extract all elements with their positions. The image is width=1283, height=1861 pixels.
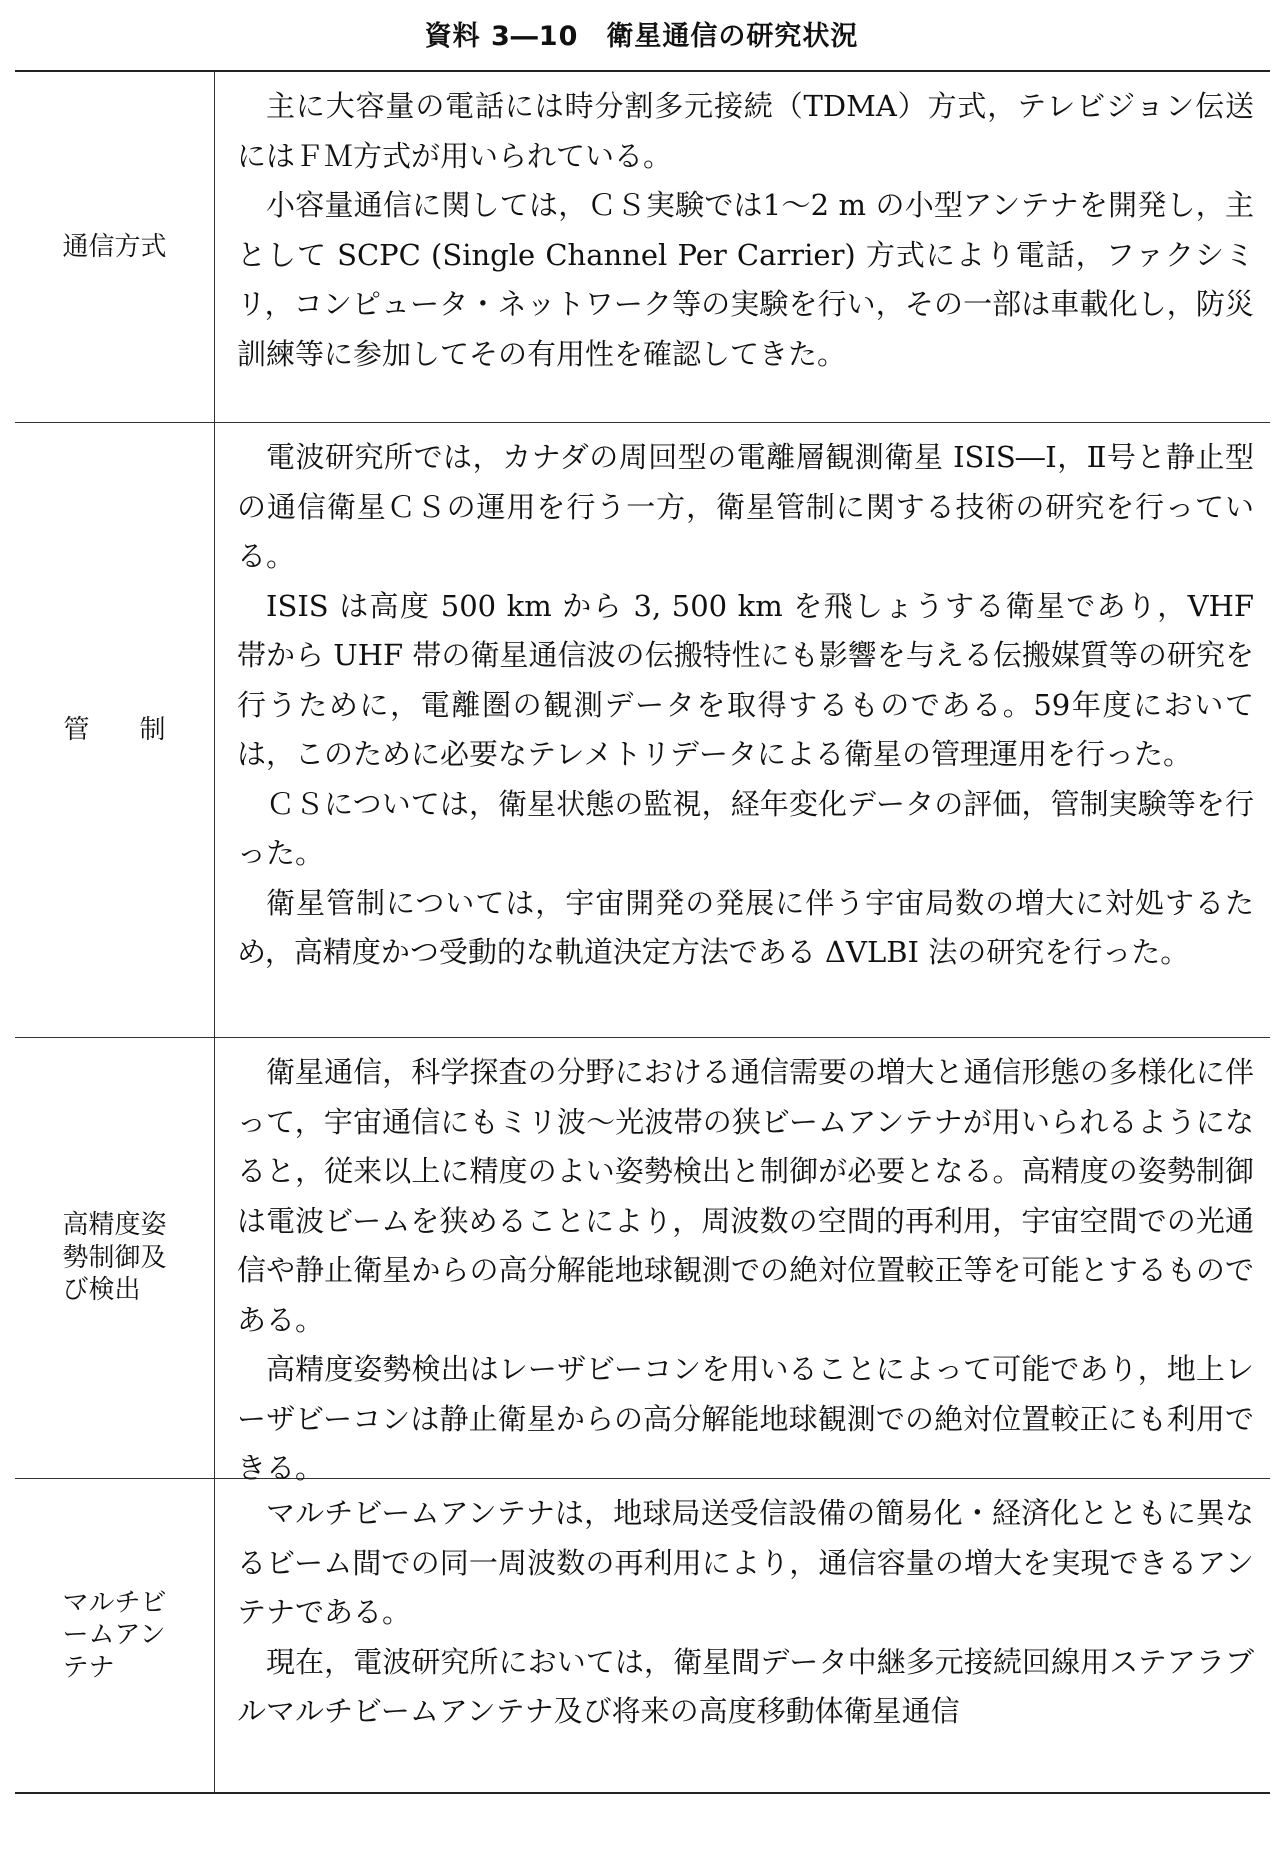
row-label — [15, 1038, 215, 1478]
paragraph: 現在，電波研究所においては，衛星間データ中継多元接続回線用ステアラブルマルチビームアンテナ及び将来の高度移動体衛星通信 — [237, 1644, 1254, 1728]
row-content — [215, 1038, 1270, 1485]
row-label — [15, 1479, 215, 1792]
paragraph: マルチビームアンテナは，地球局送受信設備の簡易化・経済化とともに異なるビーム間での同一周波数の再利用により，通信容量の増大を実現できるアンテナである。 — [237, 1496, 1254, 1629]
table-row-control — [15, 423, 1270, 1038]
paragraph: ＣＳについては，衛星状態の監視，経年変化データの評価，管制実験等を行った。 — [237, 786, 1254, 870]
research-status-table — [15, 70, 1270, 1794]
row-label-line: 高精度姿 — [62, 1210, 167, 1241]
row-label-text — [62, 1587, 166, 1685]
row-label — [15, 72, 215, 422]
row-label-line: マルチビ — [62, 1587, 167, 1618]
row-label — [15, 423, 215, 1037]
row-content — [215, 1479, 1270, 1792]
row-content — [215, 72, 1270, 422]
row-label-text: 通信方式 — [62, 231, 167, 262]
paragraph: 高精度姿勢検出はレーザビーコンを用いることによって可能であり，地上レーザビーコンは静止衛星からの高分解能地球観測での絶対位置較正にも利用できる。 — [237, 1352, 1254, 1485]
row-label-line: 勢制御及 — [62, 1242, 167, 1273]
row-content — [215, 423, 1270, 1037]
paragraph: 主に大容量の電話には時分割多元接続（TDMA）方式，テレビジョン伝送にはＦＭ方式が用いられている。 — [237, 89, 1254, 173]
page-title: 資料 3―10 衛星通信の研究状況 — [424, 21, 859, 52]
row-label-line: テナ — [62, 1652, 115, 1683]
row-label-text: 管制 — [63, 714, 216, 745]
row-label-line: ームアン — [62, 1620, 166, 1651]
paragraph: 電波研究所では，カナダの周回型の電離層観測衛星 ISIS―Ⅰ，Ⅱ号と静止型の通信衛星ＣＳの運用を行う一方，衛星管制に関する技術の研究を行っている。 — [237, 440, 1254, 573]
table-row-multibeam-antenna — [15, 1479, 1270, 1792]
paragraph: 衛星管制については，宇宙開発の発展に伴う宇宙局数の増大に対処するため，高精度かつ受動的な軌道決定方法である ΔVLBI 法の研究を行った。 — [237, 885, 1254, 969]
paragraph: ISIS は高度 500 km から 3, 500 km を飛しょうする衛星であり，VHF 帯から UHF 帯の衛星通信波の伝搬特性にも影響を与える伝搬媒質等の研究を行うために，電離圏の観測データを取得するものである。59年度においては，このために必要なテレメトリデータによる衛星の管理運用を行った。 — [237, 588, 1254, 771]
paragraph: 衛星通信，科学探査の分野における通信需要の増大と通信形態の多様化に伴って，宇宙通信にもミリ波～光波帯の狭ビームアンテナが用いられるようになると，従来以上に精度のよい姿勢検出と制御が必要となる。高精度の姿勢制御は電波ビームを狭めることにより，周波数の空間的再利用，宇宙空間での光通信や静止衛星からの高分解能地球観測での絶対位置較正等を可能とするものである。 — [237, 1055, 1254, 1337]
paragraph: 小容量通信に関しては，ＣＳ実験では1～2 m の小型アンテナを開発し，主として SCPC (Single Channel Per Carrier) 方式により電話，ファクシミリ，コンピュータ・ネットワーク等の実験を行い，その一部は車載化し，防災訓練等に参加してその有用性を確認してきた。 — [237, 188, 1254, 371]
table-row-attitude-control — [15, 1038, 1270, 1485]
row-label-line: び検出 — [62, 1275, 141, 1306]
table-row-communication-method — [15, 72, 1270, 423]
row-label-text — [62, 1209, 166, 1307]
